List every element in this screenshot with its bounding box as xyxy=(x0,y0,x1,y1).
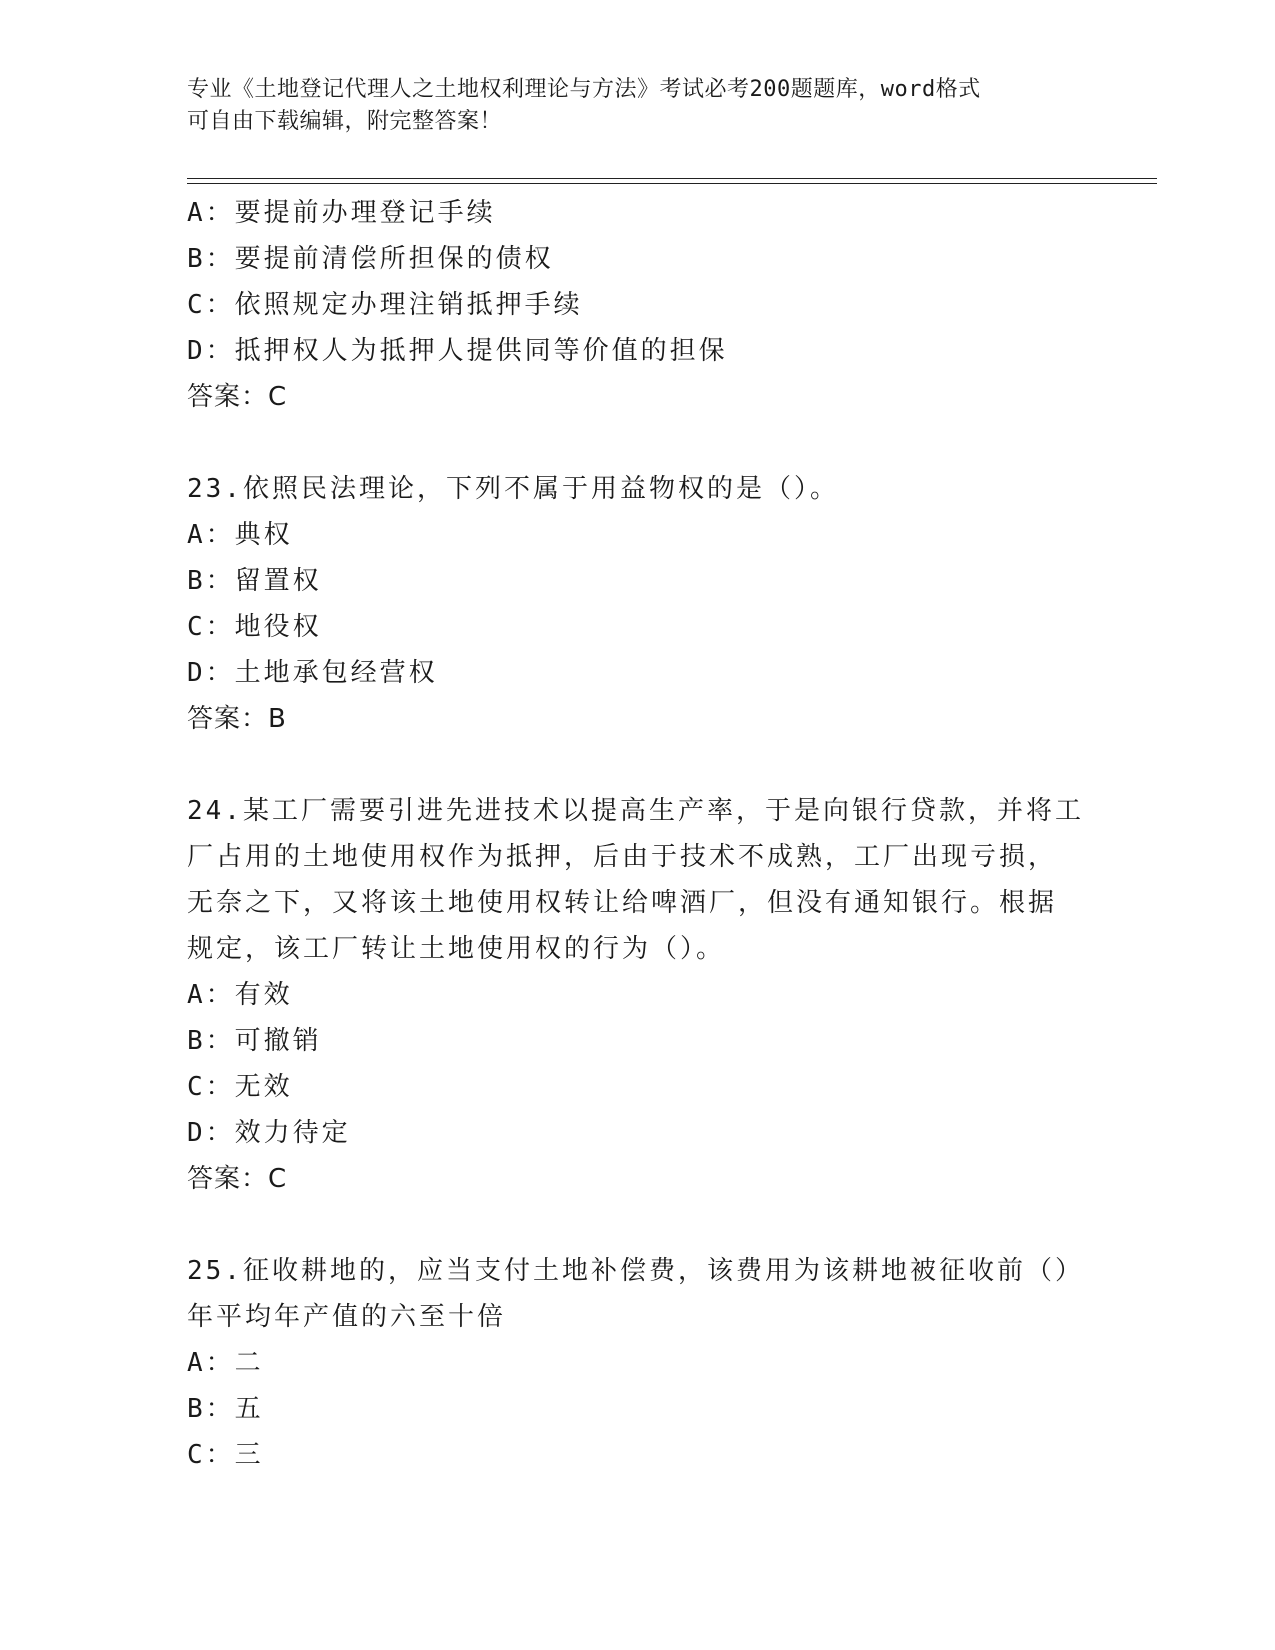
question-stem-line-1: 24.某工厂需要引进先进技术以提高生产率，于是向银行贷款，并将工 xyxy=(187,796,1084,826)
question-stem-line-4: 规定，该工厂转让土地使用权的行为（）。 xyxy=(187,934,726,964)
option-c: C：依照规定办理注销抵押手续 xyxy=(187,290,583,320)
answer: 答案：B xyxy=(187,704,287,734)
question-stem: 23.依照民法理论，下列不属于用益物权的是（）。 xyxy=(187,474,839,504)
option-a: A：二 xyxy=(187,1348,264,1378)
option-c: C：三 xyxy=(187,1440,264,1470)
option-d: D：抵押权人为抵押人提供同等价值的担保 xyxy=(187,336,728,366)
spacer xyxy=(187,742,1087,788)
question-25 xyxy=(187,1248,1087,1478)
question-content xyxy=(187,190,1087,1478)
question-stem-line-2: 厂占用的土地使用权作为抵押，后由于技术不成熟，工厂出现亏损， xyxy=(187,842,1058,872)
header-divider-top xyxy=(187,178,1157,179)
spacer xyxy=(187,420,1087,466)
option-a: A：有效 xyxy=(187,980,293,1010)
question-stem-line-2: 年平均年产值的六至十倍 xyxy=(187,1302,507,1332)
option-b: B：要提前清偿所担保的债权 xyxy=(187,244,554,274)
option-c: C：地役权 xyxy=(187,612,322,642)
header-line-2: 可自由下载编辑，附完整答案！ xyxy=(187,109,503,134)
option-c: C：无效 xyxy=(187,1072,293,1102)
answer: 答案：C xyxy=(187,382,288,412)
header-divider-bottom xyxy=(187,183,1157,184)
option-b: B：可撤销 xyxy=(187,1026,322,1056)
question-24 xyxy=(187,788,1087,1202)
question-22 xyxy=(187,190,1087,420)
question-stem-line-3: 无奈之下，又将该土地使用权转让给啤酒厂，但没有通知银行。根据 xyxy=(187,888,1058,918)
document-header xyxy=(187,74,1087,138)
question-stem-line-1: 25.征收耕地的，应当支付土地补偿费，该费用为该耕地被征收前（） xyxy=(187,1256,1084,1286)
option-b: B：五 xyxy=(187,1394,264,1424)
option-d: D：土地承包经营权 xyxy=(187,658,438,688)
option-d: D：效力待定 xyxy=(187,1118,351,1148)
header-line-1: 专业《土地登记代理人之土地权利理论与方法》考试必考200题题库，word格式 xyxy=(187,77,981,102)
option-b: B：留置权 xyxy=(187,566,322,596)
question-23 xyxy=(187,466,1087,742)
option-a: A：典权 xyxy=(187,520,293,550)
spacer xyxy=(187,1202,1087,1248)
option-a: A：要提前办理登记手续 xyxy=(187,198,496,228)
answer: 答案：C xyxy=(187,1164,288,1194)
